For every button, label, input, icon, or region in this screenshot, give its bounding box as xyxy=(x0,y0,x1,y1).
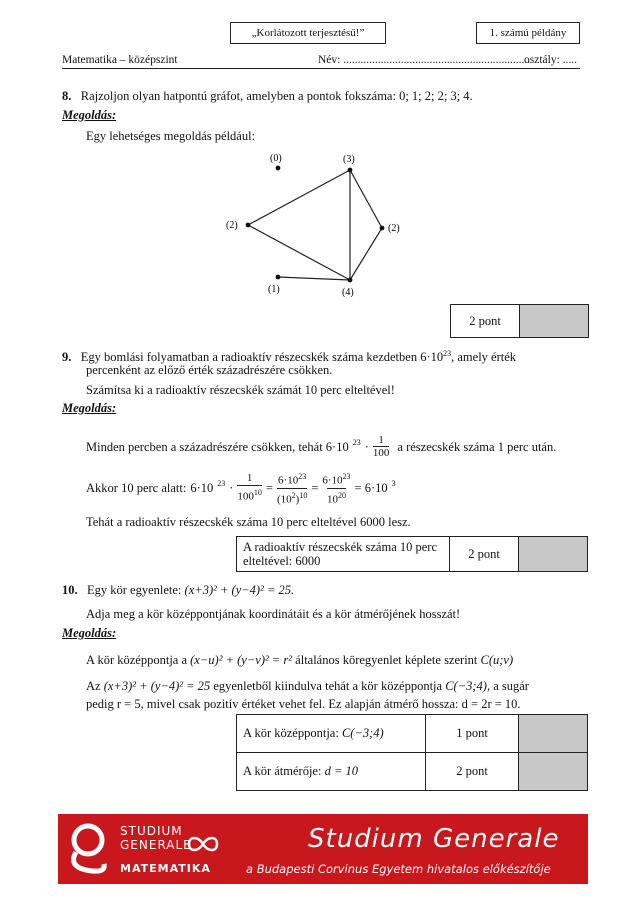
node-3 xyxy=(348,168,353,173)
q9-answer-cell xyxy=(237,537,450,572)
q10-line2-c: C(−3;4), xyxy=(445,679,491,693)
footer-banner xyxy=(58,814,588,884)
q10-line2-a: Az xyxy=(86,679,101,693)
header-divider xyxy=(62,68,580,69)
node-label-0: (0) xyxy=(270,153,282,164)
q10-number: 10. xyxy=(62,583,78,597)
restricted-notice: „Korlátozott terjesztésű!” xyxy=(230,22,386,44)
edge-2b-4 xyxy=(350,228,382,280)
q10-row2-points: 2 pont xyxy=(426,753,519,791)
q10-row2-label: A kör átmérője: xyxy=(243,764,322,778)
q8-points-table xyxy=(450,304,589,338)
fraction-denominator: 100 xyxy=(372,447,390,459)
class-label: osztály: ..... xyxy=(524,54,578,66)
q10-row1-label: A kör középpontja: xyxy=(243,726,339,740)
frac1-den-exp: 10 xyxy=(253,488,262,498)
edge-2-3 xyxy=(248,170,350,225)
q9-line2-base: 6·10 xyxy=(190,481,214,496)
q10-line1-b: általános köregyenlet képlete szerint xyxy=(295,653,478,667)
q9-task: Számítsa ki a radioaktív részecskék számát 10 perc elteltével! xyxy=(86,383,395,397)
frac2-den-exp-outer: 10 xyxy=(299,490,308,500)
frac3-num-exp: 23 xyxy=(342,472,351,481)
q10-row1-points: 1 pont xyxy=(426,715,519,753)
infinity-icon xyxy=(186,834,220,854)
q9-text-c: percenként az előző érték századrészére csökken. xyxy=(86,363,333,377)
q8-prompt xyxy=(62,88,473,104)
subject-label: Matematika – középszint xyxy=(62,54,178,66)
frac3-den-exp: 20 xyxy=(337,490,346,500)
q9-line2-result: = 6·10 xyxy=(354,481,388,496)
node-2-right xyxy=(380,226,385,231)
q10-row2-label-cell xyxy=(237,753,426,791)
q9-answer-line2: elteltével: 6000 xyxy=(243,554,321,568)
frac2-num: 6·10 xyxy=(278,474,299,487)
q10-task: Adja meg a kör középpontjának koordinátáit és a kör átmérőjének hosszát! xyxy=(86,607,461,621)
q10-row1-label-cell xyxy=(237,715,426,753)
q9-text-a: Egy bomlási folyamatban a radioaktív részecskék száma kezdetben 6·10 xyxy=(80,350,444,365)
logo-line1: STUDIUM xyxy=(120,824,183,838)
q9-line2: Akkor 10 perc alatt: 6·10 $^{23}$ · $\frac{1}{100^{10}}$ = $\frac{6\cdot 10^{23}}{(10^2)^{10}}$ = $\frac{6\cdot 10^{23}}{10^{20}}$ = 6·10 $^3$ xyxy=(86,472,396,506)
logo-line3: MATEMATIKA xyxy=(120,862,211,875)
frac2-den-exp-inner: 2 xyxy=(291,490,296,500)
q8-solution-label: Megoldás: xyxy=(62,108,117,122)
q10-prompt xyxy=(62,582,294,598)
q8-number: 8. xyxy=(62,89,72,103)
q10-line1-eq: (x−u)² + (y−v)² = r² xyxy=(190,653,293,667)
q9-line1-b: a részecskék száma 1 perc után. xyxy=(397,439,557,454)
footer-subtitle: a Budapesti Corvinus Egyetem hivatalos előkészítője xyxy=(246,862,551,876)
q10-line2-eq: (x+3)² + (y−4)² = 25 xyxy=(103,679,211,693)
node-label-2-right: (2) xyxy=(388,223,400,234)
q9-points-table xyxy=(236,536,588,572)
q9-line2-exp: 23 xyxy=(217,479,226,489)
q10-row1-value: C(−3;4) xyxy=(341,726,384,740)
q9-frac1 xyxy=(237,472,262,504)
q10-row2-score-cell xyxy=(519,753,588,791)
q10-equation: (x+3)² + (y−4)² = 25. xyxy=(184,583,295,597)
name-label: Név: ................................................................. xyxy=(318,54,531,66)
q9-text-b: , amely érték xyxy=(451,350,517,365)
q9-points: 2 pont xyxy=(450,537,519,572)
q10-line1-a: A kör középpontja a xyxy=(86,653,188,667)
q9-line1-exp: 23 xyxy=(352,437,361,447)
q9-conclusion: Tehát a radioaktív részecskék száma 10 perc elteltével 6000 lesz. xyxy=(86,515,411,529)
q9-solution-label: Megoldás: xyxy=(62,401,117,415)
q9-number: 9. xyxy=(62,350,72,365)
q9-line1-a: Minden percben a századrészére csökken, tehát 6·10 xyxy=(86,439,349,454)
q10-row1-score-cell xyxy=(519,715,588,753)
node-1 xyxy=(276,275,281,280)
edge-3-2b xyxy=(350,170,382,228)
q9-frac2 xyxy=(277,470,307,506)
q10-row2-value: d = 10 xyxy=(324,764,359,778)
frac1-num: 1 xyxy=(246,472,253,485)
q10-line1 xyxy=(86,652,513,668)
q10-line2-b: egyenletből kiindulva tehát a kör középpontja xyxy=(213,679,443,693)
copy-number: 1. számú példány xyxy=(476,22,580,44)
q8-points: 2 pont xyxy=(451,305,520,338)
q9-frac3 xyxy=(322,470,350,506)
node-label-2-left: (2) xyxy=(226,220,238,231)
edge-1-4 xyxy=(278,277,350,280)
node-label-1: (1) xyxy=(268,284,280,295)
q9-text-exp: 23 xyxy=(443,349,452,358)
frac3-num: 6·10 xyxy=(322,474,343,487)
q8-intro: Egy lehetséges megoldás például: xyxy=(86,129,256,143)
node-0 xyxy=(276,166,281,171)
q10-line1-c: C(u;v) xyxy=(480,653,514,667)
logo-g-icon xyxy=(64,820,114,880)
frac1-den: 100 xyxy=(237,490,254,503)
q9-line1: Minden percben a századrészére csökken, tehát 6·10 $^{23}$ · $\frac{1}{100}$ a részecskék száma 1 perc után. xyxy=(86,434,557,459)
q10-solution-label: Megoldás: xyxy=(62,626,117,640)
node-label-3: (3) xyxy=(343,154,355,165)
fraction-numerator: 1 xyxy=(378,434,384,446)
footer-title: Studium Generale xyxy=(308,824,560,854)
logo-line2: GENERALE xyxy=(120,838,192,852)
q10-line3: pedig r = 5, mivel csak pozitív értéket vehet fel. Ez alapján átmérő hossza: d = 2r = 10. xyxy=(86,697,521,711)
q9-line1-fraction xyxy=(373,434,390,459)
q9-line2-prefix: Akkor 10 perc alatt: xyxy=(86,481,187,496)
node-2-left xyxy=(246,223,251,228)
q10-line2 xyxy=(86,678,580,694)
q9-line2-result-exp: 3 xyxy=(391,479,396,489)
frac2-den-close: ) xyxy=(295,493,300,506)
q10-text-prefix: Egy kör egyenlete: xyxy=(87,583,182,597)
q10-points-table xyxy=(236,714,588,791)
q8-text: Rajzoljon olyan hatpontú gráfot, amelyben a pontok fokszáma: 0; 1; 2; 2; 3; 4. xyxy=(80,89,473,103)
q10-line2-d: a sugár xyxy=(493,679,529,693)
q9-answer-line1: A radioaktív részecskék száma 10 perc xyxy=(243,540,438,554)
q8-graph-diagram xyxy=(220,150,420,300)
frac3-den: 10 xyxy=(326,493,338,506)
frac2-num-exp: 23 xyxy=(298,472,307,481)
node-4 xyxy=(348,278,353,283)
edge-2-4 xyxy=(248,225,350,280)
node-label-4: (4) xyxy=(342,287,354,298)
q9-score-cell xyxy=(519,537,588,572)
frac2-den: (10 xyxy=(276,493,292,506)
q8-score-cell xyxy=(520,305,589,338)
